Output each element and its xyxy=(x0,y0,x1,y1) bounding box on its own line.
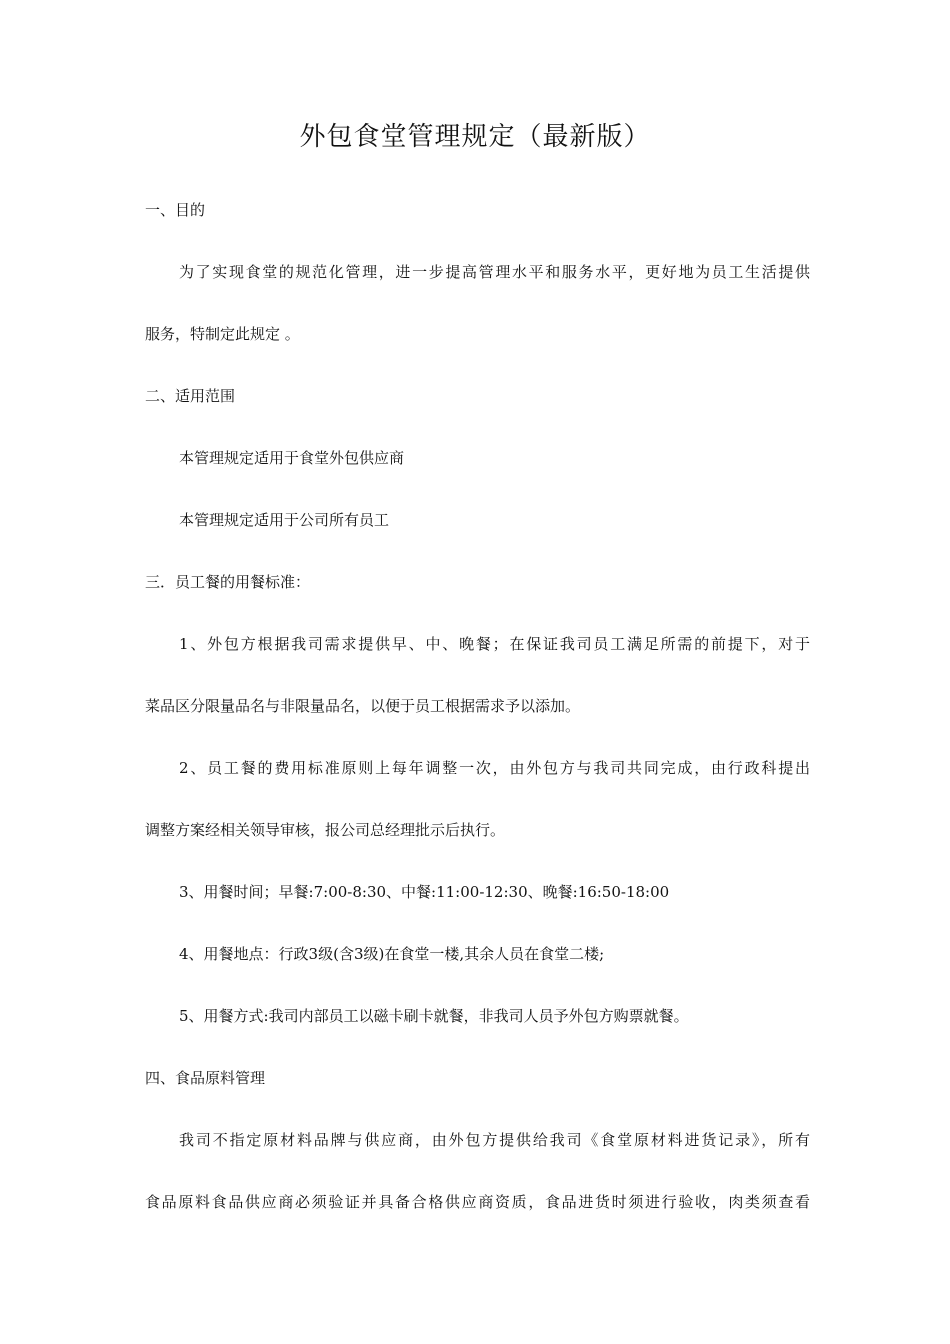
paragraph-line: 食品原料食品供应商必须验证并具备合格供应商资质，食品进货时须进行验收，肉类须查看 xyxy=(145,1193,810,1211)
document-title: 外包食堂管理规定（最新版） xyxy=(299,122,651,152)
paragraph-line: 本管理规定适用于公司所有员工 xyxy=(179,511,390,529)
paragraph-line: 2、员工餐的费用标准原则上每年调整一次，由外包方与我司共同完成，由行政科提出 xyxy=(179,759,810,777)
section-heading-purpose: 一、目的 xyxy=(145,201,206,219)
section-heading-meal-standard: 三．员工餐的用餐标准： xyxy=(145,573,311,591)
paragraph-line: 5、用餐方式:我司内部员工以磁卡刷卡就餐，非我司人员予外包方购票就餐。 xyxy=(179,1007,689,1025)
paragraph-line: 我司不指定原材料品牌与供应商，由外包方提供给我司《食堂原材料进货记录》，所有 xyxy=(179,1131,810,1149)
paragraph-line: 调整方案经相关领导审核，报公司总经理批示后执行。 xyxy=(145,821,506,839)
paragraph-line: 4、用餐地点：行政3级(含3级)在食堂一楼,其余人员在食堂二楼; xyxy=(179,945,605,963)
document-body xyxy=(145,190,810,1244)
section-heading-food-materials: 四、食品原料管理 xyxy=(145,1069,266,1087)
paragraph-line: 服务，特制定此规定 。 xyxy=(145,325,300,343)
section-heading-scope: 二、适用范围 xyxy=(145,387,236,405)
paragraph-line: 本管理规定适用于食堂外包供应商 xyxy=(179,449,405,467)
paragraph-line: 菜品区分限量品名与非限量品名，以便于员工根据需求予以添加。 xyxy=(145,697,581,715)
paragraph-line: 3、用餐时间；早餐:7:00-8:30、中餐:11:00-12:30、晚餐:16:50-18:00 xyxy=(179,883,670,901)
paragraph-line: 为了实现食堂的规范化管理，进一步提高管理水平和服务水平，更好地为员工生活提供 xyxy=(179,263,810,281)
paragraph-line: 1、外包方根据我司需求提供早、中、晚餐；在保证我司员工满足所需的前提下，对于 xyxy=(179,635,810,653)
